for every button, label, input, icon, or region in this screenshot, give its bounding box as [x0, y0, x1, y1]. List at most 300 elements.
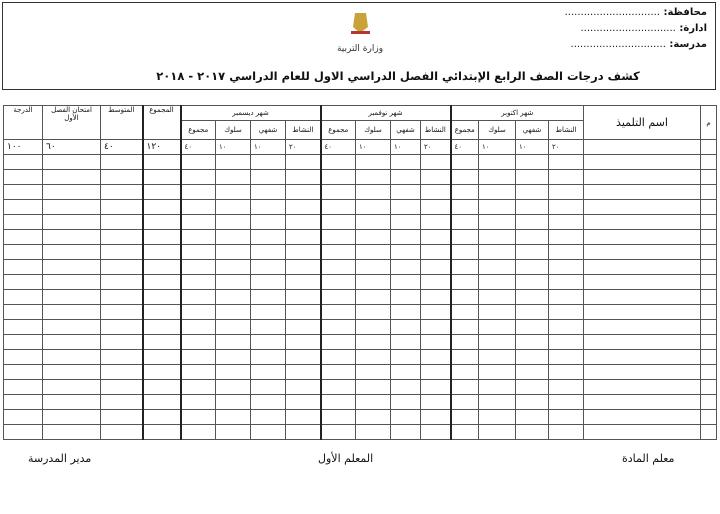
cell[interactable] — [216, 215, 251, 230]
cell[interactable] — [321, 410, 356, 425]
cell[interactable] — [216, 290, 251, 305]
cell[interactable] — [479, 410, 516, 425]
cell[interactable] — [421, 425, 451, 440]
cell[interactable] — [479, 245, 516, 260]
cell[interactable] — [451, 380, 479, 395]
cell[interactable] — [549, 200, 584, 215]
cell[interactable] — [181, 305, 216, 320]
cell[interactable] — [584, 215, 701, 230]
cell[interactable] — [251, 245, 286, 260]
cell[interactable] — [216, 170, 251, 185]
cell[interactable] — [479, 365, 516, 380]
cell[interactable] — [143, 230, 181, 245]
cell[interactable] — [479, 395, 516, 410]
cell[interactable] — [479, 350, 516, 365]
cell[interactable] — [321, 245, 356, 260]
cell[interactable] — [181, 230, 216, 245]
cell[interactable] — [321, 305, 356, 320]
cell[interactable] — [101, 350, 143, 365]
cell[interactable] — [701, 200, 717, 215]
cell[interactable] — [216, 155, 251, 170]
cell[interactable] — [143, 275, 181, 290]
cell[interactable] — [356, 410, 391, 425]
cell[interactable] — [584, 170, 701, 185]
cell[interactable] — [451, 245, 479, 260]
cell[interactable] — [584, 410, 701, 425]
cell[interactable] — [516, 335, 549, 350]
cell[interactable] — [421, 230, 451, 245]
cell[interactable] — [216, 275, 251, 290]
cell[interactable] — [4, 290, 43, 305]
cell[interactable] — [216, 305, 251, 320]
cell[interactable] — [451, 275, 479, 290]
cell[interactable] — [391, 365, 421, 380]
cell[interactable] — [43, 410, 101, 425]
cell[interactable] — [321, 425, 356, 440]
cell[interactable] — [391, 275, 421, 290]
cell[interactable] — [701, 395, 717, 410]
cell[interactable] — [549, 365, 584, 380]
cell[interactable] — [101, 215, 143, 230]
cell[interactable] — [251, 350, 286, 365]
cell[interactable] — [286, 290, 321, 305]
cell[interactable] — [321, 380, 356, 395]
cell[interactable] — [421, 320, 451, 335]
cell[interactable] — [4, 320, 43, 335]
cell[interactable] — [143, 365, 181, 380]
cell[interactable] — [701, 170, 717, 185]
cell[interactable] — [251, 215, 286, 230]
cell[interactable] — [421, 245, 451, 260]
cell[interactable] — [181, 185, 216, 200]
cell[interactable] — [286, 425, 321, 440]
cell[interactable] — [4, 245, 43, 260]
cell[interactable] — [701, 245, 717, 260]
cell[interactable] — [451, 260, 479, 275]
cell[interactable] — [181, 410, 216, 425]
cell[interactable] — [286, 185, 321, 200]
cell[interactable] — [421, 215, 451, 230]
cell[interactable] — [516, 200, 549, 215]
cell[interactable] — [251, 155, 286, 170]
cell[interactable] — [43, 425, 101, 440]
cell[interactable] — [4, 155, 43, 170]
cell[interactable] — [516, 215, 549, 230]
cell[interactable] — [321, 170, 356, 185]
cell[interactable] — [701, 230, 717, 245]
cell[interactable] — [286, 215, 321, 230]
cell[interactable] — [286, 320, 321, 335]
cell[interactable] — [143, 425, 181, 440]
cell[interactable] — [701, 380, 717, 395]
cell[interactable] — [4, 170, 43, 185]
cell[interactable] — [321, 395, 356, 410]
cell[interactable] — [421, 200, 451, 215]
cell[interactable] — [4, 365, 43, 380]
cell[interactable] — [321, 290, 356, 305]
cell[interactable] — [549, 305, 584, 320]
cell[interactable] — [43, 350, 101, 365]
cell[interactable] — [286, 395, 321, 410]
cell[interactable] — [549, 380, 584, 395]
cell[interactable] — [421, 185, 451, 200]
cell[interactable] — [356, 290, 391, 305]
cell[interactable] — [584, 380, 701, 395]
cell[interactable] — [549, 335, 584, 350]
cell[interactable] — [251, 275, 286, 290]
cell[interactable] — [516, 230, 549, 245]
cell[interactable] — [451, 155, 479, 170]
cell[interactable] — [4, 215, 43, 230]
cell[interactable] — [701, 275, 717, 290]
cell[interactable] — [43, 200, 101, 215]
cell[interactable] — [101, 230, 143, 245]
cell[interactable] — [584, 275, 701, 290]
cell[interactable] — [549, 170, 584, 185]
cell[interactable] — [286, 245, 321, 260]
cell[interactable] — [356, 275, 391, 290]
cell[interactable] — [4, 410, 43, 425]
cell[interactable] — [43, 260, 101, 275]
cell[interactable] — [451, 365, 479, 380]
cell[interactable] — [451, 425, 479, 440]
cell[interactable] — [216, 350, 251, 365]
cell[interactable] — [43, 245, 101, 260]
cell[interactable] — [391, 170, 421, 185]
cell[interactable] — [143, 410, 181, 425]
cell[interactable] — [421, 305, 451, 320]
cell[interactable] — [701, 410, 717, 425]
cell[interactable] — [584, 230, 701, 245]
cell[interactable] — [101, 425, 143, 440]
cell[interactable] — [216, 200, 251, 215]
cell[interactable] — [216, 245, 251, 260]
cell[interactable] — [181, 245, 216, 260]
cell[interactable] — [43, 185, 101, 200]
cell[interactable] — [286, 200, 321, 215]
cell[interactable] — [286, 380, 321, 395]
cell[interactable] — [251, 380, 286, 395]
cell[interactable] — [356, 350, 391, 365]
cell[interactable] — [391, 200, 421, 215]
cell[interactable] — [549, 425, 584, 440]
cell[interactable] — [43, 215, 101, 230]
cell[interactable] — [479, 290, 516, 305]
cell[interactable] — [43, 170, 101, 185]
cell[interactable] — [391, 380, 421, 395]
cell[interactable] — [43, 290, 101, 305]
cell[interactable] — [356, 380, 391, 395]
cell[interactable] — [181, 395, 216, 410]
cell[interactable] — [421, 170, 451, 185]
cell[interactable] — [549, 260, 584, 275]
cell[interactable] — [421, 335, 451, 350]
cell[interactable] — [43, 320, 101, 335]
cell[interactable] — [549, 410, 584, 425]
cell[interactable] — [216, 395, 251, 410]
cell[interactable] — [216, 185, 251, 200]
cell[interactable] — [181, 170, 216, 185]
cell[interactable] — [286, 365, 321, 380]
cell[interactable] — [356, 260, 391, 275]
cell[interactable] — [549, 350, 584, 365]
cell[interactable] — [584, 395, 701, 410]
cell[interactable] — [516, 410, 549, 425]
cell[interactable] — [451, 350, 479, 365]
cell[interactable] — [143, 380, 181, 395]
cell[interactable] — [143, 155, 181, 170]
cell[interactable] — [251, 260, 286, 275]
cell[interactable] — [4, 350, 43, 365]
cell[interactable] — [516, 275, 549, 290]
cell[interactable] — [479, 275, 516, 290]
cell[interactable] — [251, 320, 286, 335]
cell[interactable] — [356, 335, 391, 350]
cell[interactable] — [391, 215, 421, 230]
cell[interactable] — [584, 290, 701, 305]
cell[interactable] — [584, 245, 701, 260]
cell[interactable] — [251, 365, 286, 380]
cell[interactable] — [4, 260, 43, 275]
cell[interactable] — [584, 350, 701, 365]
cell[interactable] — [181, 425, 216, 440]
cell[interactable] — [701, 320, 717, 335]
cell[interactable] — [356, 365, 391, 380]
cell[interactable] — [143, 290, 181, 305]
cell[interactable] — [356, 230, 391, 245]
cell[interactable] — [451, 395, 479, 410]
cell[interactable] — [143, 200, 181, 215]
cell[interactable] — [391, 395, 421, 410]
cell[interactable] — [321, 260, 356, 275]
cell[interactable] — [549, 155, 584, 170]
cell[interactable] — [479, 200, 516, 215]
cell[interactable] — [451, 185, 479, 200]
cell[interactable] — [143, 395, 181, 410]
cell[interactable] — [479, 170, 516, 185]
cell[interactable] — [286, 155, 321, 170]
cell[interactable] — [321, 200, 356, 215]
cell[interactable] — [43, 275, 101, 290]
cell[interactable] — [391, 320, 421, 335]
cell[interactable] — [421, 290, 451, 305]
cell[interactable] — [43, 230, 101, 245]
cell[interactable] — [286, 305, 321, 320]
cell[interactable] — [451, 305, 479, 320]
cell[interactable] — [101, 200, 143, 215]
cell[interactable] — [216, 320, 251, 335]
cell[interactable] — [143, 350, 181, 365]
cell[interactable] — [181, 275, 216, 290]
cell[interactable] — [43, 365, 101, 380]
cell[interactable] — [391, 305, 421, 320]
cell[interactable] — [101, 305, 143, 320]
cell[interactable] — [516, 395, 549, 410]
cell[interactable] — [549, 185, 584, 200]
cell[interactable] — [101, 395, 143, 410]
cell[interactable] — [356, 395, 391, 410]
cell[interactable] — [516, 365, 549, 380]
cell[interactable] — [181, 290, 216, 305]
cell[interactable] — [451, 320, 479, 335]
cell[interactable] — [216, 380, 251, 395]
cell[interactable] — [549, 275, 584, 290]
cell[interactable] — [216, 425, 251, 440]
cell[interactable] — [549, 230, 584, 245]
cell[interactable] — [479, 155, 516, 170]
cell[interactable] — [584, 260, 701, 275]
cell[interactable] — [451, 170, 479, 185]
cell[interactable] — [584, 365, 701, 380]
cell[interactable] — [286, 170, 321, 185]
cell[interactable] — [4, 200, 43, 215]
cell[interactable] — [143, 260, 181, 275]
cell[interactable] — [181, 215, 216, 230]
cell[interactable] — [216, 335, 251, 350]
cell[interactable] — [4, 305, 43, 320]
cell[interactable] — [584, 335, 701, 350]
cell[interactable] — [321, 365, 356, 380]
cell[interactable] — [479, 185, 516, 200]
cell[interactable] — [356, 215, 391, 230]
cell[interactable] — [421, 350, 451, 365]
cell[interactable] — [101, 155, 143, 170]
cell[interactable] — [701, 215, 717, 230]
cell[interactable] — [356, 245, 391, 260]
cell[interactable] — [43, 335, 101, 350]
cell[interactable] — [391, 290, 421, 305]
cell[interactable] — [479, 380, 516, 395]
cell[interactable] — [251, 395, 286, 410]
cell[interactable] — [479, 425, 516, 440]
cell[interactable] — [101, 320, 143, 335]
cell[interactable] — [321, 185, 356, 200]
cell[interactable] — [421, 410, 451, 425]
cell[interactable] — [251, 290, 286, 305]
cell[interactable] — [549, 395, 584, 410]
cell[interactable] — [549, 215, 584, 230]
cell[interactable] — [701, 290, 717, 305]
cell[interactable] — [286, 335, 321, 350]
cell[interactable] — [251, 230, 286, 245]
cell[interactable] — [356, 200, 391, 215]
cell[interactable] — [516, 245, 549, 260]
cell[interactable] — [181, 155, 216, 170]
cell[interactable] — [479, 305, 516, 320]
cell[interactable] — [251, 425, 286, 440]
cell[interactable] — [321, 155, 356, 170]
cell[interactable] — [43, 305, 101, 320]
cell[interactable] — [584, 305, 701, 320]
cell[interactable] — [4, 425, 43, 440]
cell[interactable] — [321, 335, 356, 350]
cell[interactable] — [286, 350, 321, 365]
cell[interactable] — [391, 335, 421, 350]
cell[interactable] — [479, 320, 516, 335]
cell[interactable] — [216, 260, 251, 275]
cell[interactable] — [251, 305, 286, 320]
cell[interactable] — [143, 305, 181, 320]
cell[interactable] — [4, 395, 43, 410]
cell[interactable] — [43, 155, 101, 170]
cell[interactable] — [43, 380, 101, 395]
cell[interactable] — [101, 380, 143, 395]
cell[interactable] — [4, 275, 43, 290]
cell[interactable] — [391, 260, 421, 275]
cell[interactable] — [356, 185, 391, 200]
cell[interactable] — [101, 410, 143, 425]
cell[interactable] — [321, 275, 356, 290]
cell[interactable] — [251, 200, 286, 215]
cell[interactable] — [101, 170, 143, 185]
cell[interactable] — [516, 155, 549, 170]
cell[interactable] — [701, 335, 717, 350]
cell[interactable] — [584, 200, 701, 215]
cell[interactable] — [701, 305, 717, 320]
cell[interactable] — [181, 350, 216, 365]
cell[interactable] — [701, 425, 717, 440]
cell[interactable] — [516, 260, 549, 275]
cell[interactable] — [391, 185, 421, 200]
cell[interactable] — [101, 335, 143, 350]
cell[interactable] — [101, 260, 143, 275]
cell[interactable] — [451, 230, 479, 245]
cell[interactable] — [181, 260, 216, 275]
cell[interactable] — [516, 170, 549, 185]
cell[interactable] — [181, 335, 216, 350]
cell[interactable] — [216, 365, 251, 380]
cell[interactable] — [391, 245, 421, 260]
cell[interactable] — [286, 260, 321, 275]
cell[interactable] — [181, 200, 216, 215]
cell[interactable] — [143, 245, 181, 260]
cell[interactable] — [421, 395, 451, 410]
cell[interactable] — [421, 155, 451, 170]
cell[interactable] — [701, 350, 717, 365]
cell[interactable] — [451, 200, 479, 215]
cell[interactable] — [584, 155, 701, 170]
cell[interactable] — [101, 290, 143, 305]
cell[interactable] — [181, 380, 216, 395]
cell[interactable] — [584, 320, 701, 335]
cell[interactable] — [516, 305, 549, 320]
cell[interactable] — [701, 260, 717, 275]
cell[interactable] — [143, 185, 181, 200]
cell[interactable] — [286, 275, 321, 290]
cell[interactable] — [251, 410, 286, 425]
cell[interactable] — [356, 305, 391, 320]
cell[interactable] — [286, 410, 321, 425]
cell[interactable] — [143, 170, 181, 185]
cell[interactable] — [451, 290, 479, 305]
cell[interactable] — [516, 350, 549, 365]
cell[interactable] — [143, 215, 181, 230]
cell[interactable] — [516, 425, 549, 440]
cell[interactable] — [701, 155, 717, 170]
cell[interactable] — [516, 380, 549, 395]
cell[interactable] — [391, 425, 421, 440]
cell[interactable] — [321, 230, 356, 245]
cell[interactable] — [321, 320, 356, 335]
cell[interactable] — [451, 410, 479, 425]
cell[interactable] — [421, 380, 451, 395]
cell[interactable] — [101, 275, 143, 290]
cell[interactable] — [391, 230, 421, 245]
cell[interactable] — [701, 185, 717, 200]
cell[interactable] — [451, 335, 479, 350]
cell[interactable] — [181, 365, 216, 380]
cell[interactable] — [321, 350, 356, 365]
